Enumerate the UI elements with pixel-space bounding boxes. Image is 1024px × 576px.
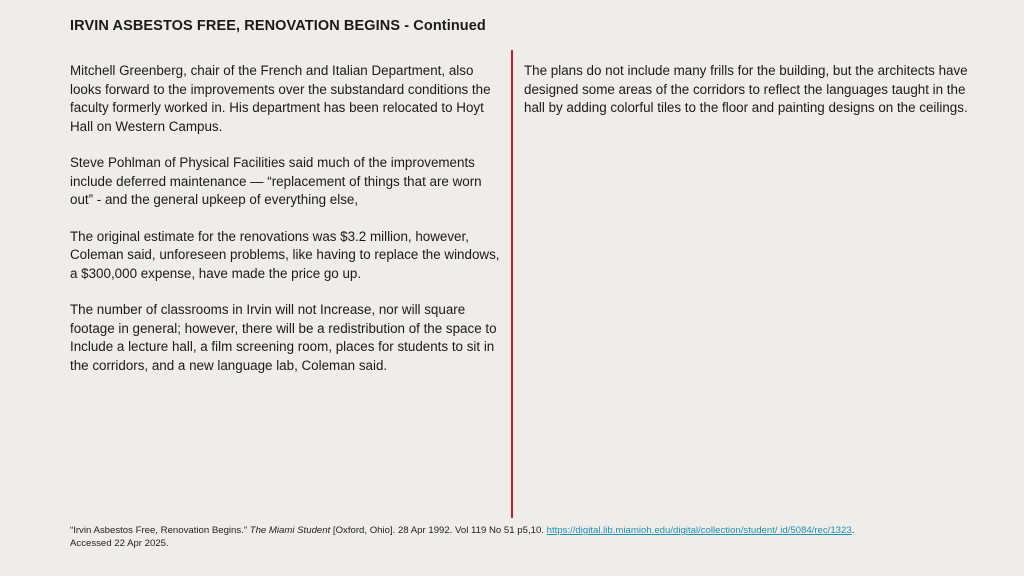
paragraph: The plans do not include many frills for the building, but the architects have designed some areas of the corridors to reflect the languages taught in the hall by adding colorful tiles to the floor and painting designs on the ceilings. — [524, 63, 968, 115]
left-column — [70, 62, 504, 393]
citation-details: [Oxford, Ohio]. 28 Apr 1992. Vol 119 No 51 p5,10. — [332, 525, 544, 536]
paragraph: The original estimate for the renovations was $3.2 million, however, Coleman said, unforeseen problems, like having to replace the windows, a $300,000 expense, have made the price go up. — [70, 228, 500, 281]
citation-suffix: . — [851, 525, 855, 536]
paragraph: Steve Pohlman of Physical Facilities said much of the improvements include deferred maintenance — “replacement of things that are worn out” - and the general upkeep of everything else, — [70, 155, 482, 207]
citation-article: “Irvin Asbestos Free, Renovation Begins.” — [70, 525, 248, 536]
citation-journal: The Miami Student — [249, 525, 331, 536]
citation-accessed: Accessed 22 Apr 2025. — [70, 537, 169, 549]
slide-title: IRVIN ASBESTOS FREE, RENOVATION BEGINS - Continued — [70, 18, 486, 34]
right-column — [524, 62, 976, 136]
paragraph: The number of classrooms in Irvin will not Increase, nor will square footage in general; however, there will be a redistribution of the space to Include a lecture hall, a film screening room, places for students to sit in the corridors, and a new language lab, Coleman said. — [70, 302, 497, 373]
citation — [70, 525, 990, 550]
column-divider — [511, 50, 513, 518]
citation-link[interactable]: https://digital.lib.miamioh.edu/digital/collection/student/ id/5084/rec/1323 — [546, 525, 852, 536]
paragraph: Mitchell Greenberg, chair of the French and Italian Department, also looks forward to the improvements over the substandard conditions the faculty formerly worked in. His department has been relocated to Hoyt Hall on Western Campus. — [70, 63, 491, 134]
